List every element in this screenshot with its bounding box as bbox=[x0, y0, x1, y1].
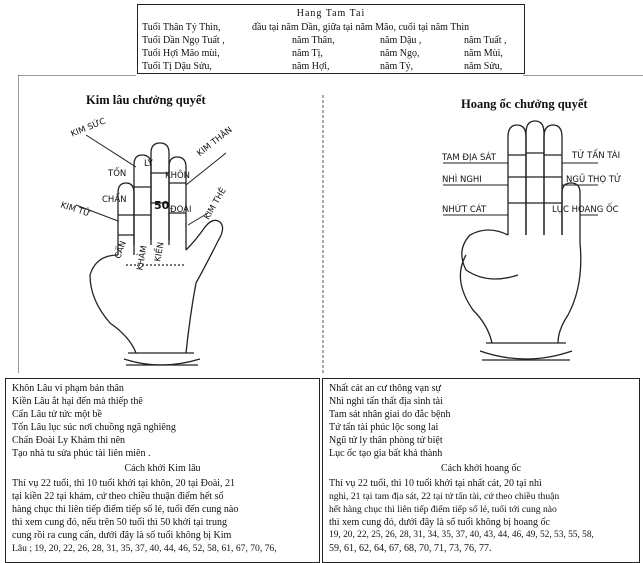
left-hand-outline bbox=[76, 135, 229, 365]
label-ton: TỐN bbox=[108, 169, 127, 179]
tam-tai-group: Tuổi Tị Dậu Sửu, bbox=[142, 61, 212, 72]
right-hand-title: Hoang ốc chưởng quyết bbox=[461, 97, 588, 111]
verse-line: Tứ tấn tài phúc lộc song lai bbox=[329, 422, 439, 433]
tam-tai-last: năm Mùi, bbox=[464, 48, 503, 59]
tam-tai-row bbox=[142, 61, 520, 73]
tam-tai-last: năm Sửu, bbox=[464, 61, 503, 72]
label-tam-dia-sat: TAM ĐỊA SÁT bbox=[442, 153, 496, 163]
label-kim-the: KIM THÊ bbox=[202, 186, 229, 222]
section-heading: Cách khởi Kim lâu bbox=[124, 463, 201, 474]
tam-tai-row bbox=[142, 35, 520, 47]
hands-illustration bbox=[18, 75, 643, 375]
paragraph-line: thì xem cung đó, nếu trên 50 tuổi thì 50 khởi tại trung bbox=[12, 517, 227, 528]
tam-tai-middle: năm Ngọ, bbox=[380, 48, 420, 59]
paragraph-line: cung rồi ra cung cấn, dưới đây là số tuổi không bị Kim bbox=[12, 530, 232, 541]
verse-line: Nhì nghi tấn thất địa sinh tài bbox=[329, 396, 443, 407]
label-center: 50 bbox=[154, 199, 170, 212]
verse-line: Cấn Lâu tử tức một bề bbox=[12, 409, 102, 420]
label-tu-tan-tai: TỬ TẤN TÀI bbox=[572, 151, 621, 161]
tam-tai-first: năm Thân, bbox=[292, 35, 335, 46]
verse-line: Chấn Đoài Ly Khảm thì nên bbox=[12, 435, 126, 446]
label-kim-tu: KIM TỬ bbox=[59, 200, 92, 220]
verse-line: Kiền Lâu ắt hại đến mà thiếp thê bbox=[12, 396, 143, 407]
verse-line: Tam sát nhân giai do đắc bệnh bbox=[329, 409, 451, 420]
label-chan: CHẤN bbox=[102, 195, 127, 205]
label-kien: KIỀN bbox=[153, 241, 167, 263]
left-hand-title: Kim lâu chưởng quyết bbox=[86, 93, 206, 107]
label-can: CẤN bbox=[113, 239, 129, 261]
label-khon: KHÔN bbox=[165, 171, 191, 181]
tam-tai-group: Tuổi Thân Tý Thìn, bbox=[142, 22, 221, 33]
verse-line: Tốn Lâu lục súc nơi chuồng ngã nghiêng bbox=[12, 422, 176, 433]
hoang-oc-text-box bbox=[322, 378, 640, 563]
paragraph-line: Lâu ; 19, 20, 22, 26, 28, 31, 35, 37, 40, 44, 46, 52, 58, 61, 67, 70, 76, bbox=[12, 543, 277, 554]
label-kham: KHẢM bbox=[135, 244, 150, 272]
verse-line: Khôn Lâu vi phạm bản thân bbox=[12, 383, 124, 394]
verse-line: Ngũ tử ly thân phòng tử biệt bbox=[329, 435, 443, 446]
paragraph-line: 59, 61, 62, 64, 67, 68, 70, 71, 73, 76, 77. bbox=[329, 543, 492, 554]
tam-tai-years: đầu tại năm Dần, giữa tại năm Mão, cuối tại năm Thìn bbox=[252, 22, 470, 33]
tam-tai-first: năm Tị, bbox=[292, 48, 323, 59]
paragraph-line: hết hàng chục thì liên tiếp điểm tiếp số lẻ, tuổi tới cung nào bbox=[329, 504, 557, 515]
hands-drawing bbox=[18, 75, 643, 375]
verse-line: Nhất cát an cư thông vạn sự bbox=[329, 383, 441, 394]
tam-tai-middle: năm Dậu , bbox=[380, 35, 422, 46]
paragraph-line: tại kiền 22 tại khảm, cứ theo chiều thuận điểm hết số bbox=[12, 491, 224, 502]
label-ly: LY bbox=[144, 159, 153, 169]
tam-tai-middle: năm Tý, bbox=[380, 61, 414, 72]
tam-tai-first: năm Hợi, bbox=[292, 61, 330, 72]
paragraph-line: 19, 20, 22, 25, 26, 28, 31, 34, 35, 37, 40, 43, 44, 46, 49, 52, 53, 55, 58, bbox=[329, 530, 594, 540]
paragraph-line: hàng chục thì liên tiếp điểm tiếp số lẻ, tuổi đến cung nào bbox=[12, 504, 239, 515]
tam-tai-title: Hang Tam Tai bbox=[296, 8, 366, 19]
label-kim-suc: KIM SỨC bbox=[69, 116, 108, 140]
paragraph-line: thì xem cung đó, dưới đây là số tuổi không bị hoang ốc bbox=[329, 517, 550, 528]
tam-tai-last: năm Tuất , bbox=[464, 35, 507, 46]
label-luc-hoang-oc: LỤC HOANG ỐC bbox=[552, 205, 619, 215]
section-heading: Cách khởi hoang ốc bbox=[441, 463, 521, 474]
label-nhut-cat: NHỨT CÁT bbox=[442, 205, 487, 215]
paragraph-line: nghi, 21 tại tam địa sát, 22 tại tứ tấn tài, cứ theo chiều thuận bbox=[329, 491, 560, 502]
label-ngu-tho-tu: NGŨ THỌ TỬ bbox=[566, 175, 622, 185]
kim-lau-text-box bbox=[5, 378, 320, 563]
tam-tai-row bbox=[142, 48, 520, 60]
paragraph-line: Thí vụ 22 tuổi, thì 10 tuổi khởi tại nhất cát, 20 tại nhì bbox=[329, 478, 542, 489]
label-kim-than: KIM THÂN bbox=[195, 125, 235, 159]
label-nhi-nghi: NHÌ NGHI bbox=[442, 175, 482, 185]
label-doai: ĐOÀI bbox=[170, 205, 192, 215]
verse-line: Lục ốc tạo gia bất khả thành bbox=[329, 448, 443, 459]
paragraph-line: Thí vụ 22 tuổi, thì 10 tuổi khởi tại khôn, 20 tại Đoài, 21 bbox=[12, 478, 236, 489]
tam-tai-group: Tuổi Dần Ngọ Tuất , bbox=[142, 35, 225, 46]
tam-tai-box bbox=[137, 4, 525, 74]
tam-tai-group: Tuổi Hợi Mão mùi, bbox=[142, 48, 220, 59]
verse-line: Tạo nhà tu sửa phúc tài liên miên . bbox=[12, 448, 151, 459]
tam-tai-row bbox=[142, 22, 520, 34]
